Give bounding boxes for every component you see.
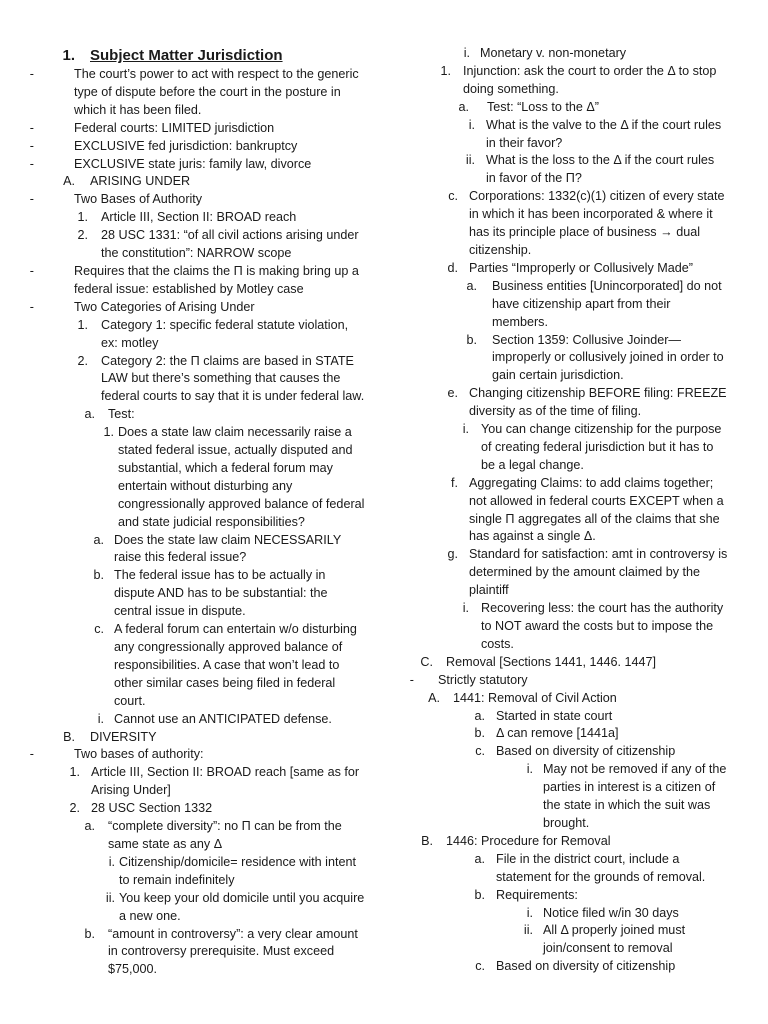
outline-text: gain certain jurisdiction.	[492, 368, 624, 383]
outline-line	[30, 173, 375, 191]
list-marker: i.	[526, 762, 533, 777]
list-marker: -	[409, 672, 414, 687]
outline-line	[30, 406, 375, 424]
outline-line	[30, 281, 375, 299]
outline-text: Standard for satisfaction: amt in controversy is	[469, 547, 728, 562]
outline-line	[410, 367, 758, 385]
list-marker: -	[29, 263, 34, 278]
outline-text: and state judicial responsibilities?	[118, 514, 305, 529]
outline-line	[410, 260, 758, 278]
outline-line	[410, 869, 758, 887]
outline-line	[410, 672, 758, 690]
list-marker: c.	[475, 959, 485, 974]
outline-line	[30, 961, 375, 979]
outline-text: Based on diversity of citizenship	[496, 959, 676, 974]
outline-text: to remain indefinitely	[119, 872, 235, 887]
outline-text: $75,000.	[108, 962, 158, 977]
outline-text: Parties “Improperly or Collusively Made”	[469, 260, 693, 275]
outline-line	[30, 729, 375, 747]
outline-text: Test: “Loss to the Δ”	[487, 99, 600, 114]
outline-text: 1441: Removal of Civil Action	[453, 690, 617, 705]
outline-line	[410, 797, 758, 815]
outline-text: ARISING UNDER	[90, 174, 191, 189]
outline-text: 1446: Procedure for Removal	[446, 833, 611, 848]
outline-text: LAW but there’s something that causes the	[101, 371, 341, 386]
outline-text: The court’s power to act with respect to the generic	[74, 67, 359, 81]
outline-line	[410, 63, 758, 81]
outline-text: Test:	[108, 407, 135, 422]
outline-text: single Π aggregates all of the claims that she	[469, 511, 720, 526]
list-marker: -	[29, 156, 34, 171]
outline-text: to NOT award the costs but to impose the	[481, 619, 714, 633]
outline-text: May not be removed if any of the	[543, 762, 727, 777]
list-marker: 2.	[69, 801, 80, 816]
page-title: Subject Matter Jurisdiction	[90, 47, 283, 64]
list-marker: i.	[108, 854, 115, 869]
list-marker: -	[29, 120, 34, 135]
outline-text: court.	[114, 693, 146, 708]
outline-line	[30, 926, 375, 944]
outline-text: What is the valve to the Δ if the court rules	[486, 117, 722, 132]
outline-line	[30, 818, 375, 836]
list-marker: 1.	[62, 47, 75, 64]
outline-text: in favor of the Π?	[486, 171, 582, 186]
list-marker: a.	[84, 407, 95, 422]
outline-line	[410, 582, 758, 600]
outline-line	[30, 120, 375, 138]
outline-line	[410, 958, 758, 976]
list-marker: ii.	[105, 890, 115, 905]
outline-text: Requirements:	[496, 887, 578, 902]
outline-line	[30, 943, 375, 961]
outline-line	[30, 764, 375, 782]
outline-line	[410, 421, 758, 439]
outline-text: brought.	[543, 815, 590, 830]
list-marker: a.	[84, 819, 95, 834]
outline-text: Article III, Section II: BROAD reach [same as for	[91, 765, 360, 780]
list-marker: b.	[474, 726, 485, 741]
outline-line	[30, 567, 375, 585]
outline-line	[30, 209, 375, 227]
outline-line	[410, 152, 758, 170]
outline-text: What is the loss to the Δ if the court rules	[486, 153, 715, 168]
outline-text: Recovering less: the court has the authority	[481, 601, 724, 616]
outline-line	[30, 370, 375, 388]
outline-text: Cannot use an ANTICIPATED defense.	[114, 711, 332, 726]
list-marker: 1.	[440, 63, 451, 78]
outline-line	[30, 854, 375, 872]
outline-text: Category 1: specific federal statute violation,	[101, 317, 349, 332]
outline-line	[30, 299, 375, 317]
list-marker: i.	[97, 711, 104, 726]
list-marker: g.	[447, 547, 458, 562]
outline-line	[410, 887, 758, 905]
section-title	[30, 46, 375, 66]
outline-line	[410, 45, 758, 63]
outline-text: DIVERSITY	[90, 729, 157, 744]
list-marker: A.	[428, 690, 440, 705]
outline-line	[410, 206, 758, 224]
outline-text: Article III, Section II: BROAD reach	[101, 210, 297, 225]
list-marker: ii.	[523, 923, 533, 938]
list-marker: b.	[93, 568, 104, 583]
list-marker: -	[29, 299, 34, 314]
list-marker: A.	[63, 174, 75, 189]
outline-line	[410, 385, 758, 403]
outline-line	[30, 263, 375, 281]
list-marker: i.	[526, 905, 533, 920]
outline-text: Federal courts: LIMITED jurisdiction	[74, 120, 275, 135]
outline-text: dispute AND has to be substantial: the	[114, 586, 328, 601]
outline-line	[30, 657, 375, 675]
list-marker: c.	[448, 189, 458, 204]
outline-line	[410, 332, 758, 350]
outline-text: costs.	[481, 636, 514, 651]
outline-line	[30, 532, 375, 550]
outline-line	[410, 922, 758, 940]
outline-text: same state as any Δ	[108, 836, 223, 851]
outline-line	[30, 138, 375, 156]
outline-text: members.	[492, 314, 548, 329]
list-marker: i.	[462, 422, 469, 437]
list-marker: i.	[462, 601, 469, 616]
outline-text: statement for the grounds of removal.	[496, 869, 706, 884]
list-marker: d.	[447, 260, 458, 275]
outline-text: Corporations: 1332(c)(1) citizen of every state	[469, 189, 725, 204]
outline-line	[30, 603, 375, 621]
outline-text: raise this federal issue?	[114, 550, 247, 565]
outline-text: stated federal issue, actually disputed and	[118, 443, 353, 458]
list-marker: ii.	[465, 153, 475, 168]
outline-line	[30, 890, 375, 908]
list-marker: b.	[466, 332, 477, 347]
list-marker: -	[29, 138, 34, 153]
list-marker: a.	[458, 99, 469, 114]
outline-line	[410, 600, 758, 618]
outline-text: be a legal change.	[481, 457, 584, 472]
outline-line	[30, 388, 375, 406]
outline-line	[30, 675, 375, 693]
outline-line	[30, 549, 375, 567]
outline-line	[30, 156, 375, 174]
outline-text: of creating federal jurisdiction but it has to	[481, 439, 714, 454]
list-marker: 1.	[77, 210, 88, 225]
outline-line	[410, 905, 758, 923]
outline-line	[410, 439, 758, 457]
outline-line	[30, 585, 375, 603]
outline-line	[410, 242, 758, 260]
list-marker: C.	[420, 654, 433, 669]
outline-text: You keep your old domicile until you acquire	[119, 890, 365, 905]
outline-line	[410, 690, 758, 708]
outline-text: Strictly statutory	[438, 672, 528, 687]
outline-text: 28 USC Section 1332	[91, 801, 213, 816]
outline-text: The federal issue has to be actually in	[114, 568, 326, 583]
list-marker: a.	[474, 708, 485, 723]
outline-text: have citizenship apart from their	[492, 296, 671, 311]
outline-line	[410, 99, 758, 117]
outline-text: doing something.	[463, 81, 559, 96]
outline-line	[30, 460, 375, 478]
outline-text: has its principle place of business → dual	[469, 225, 701, 240]
list-marker: -	[29, 67, 34, 81]
outline-line	[30, 442, 375, 460]
outline-line	[410, 725, 758, 743]
outline-line	[410, 278, 758, 296]
outline-line	[30, 424, 375, 442]
outline-line	[410, 528, 758, 546]
outline-text: Requires that the claims the Π is making bring up a	[74, 263, 359, 278]
outline-text: in which it has been incorporated & where it	[469, 207, 713, 222]
outline-line	[410, 349, 758, 367]
outline-text: Two bases of authority:	[74, 747, 204, 762]
outline-text: Δ can remove [1441a]	[496, 726, 619, 741]
outline-line	[410, 135, 758, 153]
outline-text: parties in interest is a citizen of	[543, 780, 716, 795]
list-marker: f.	[451, 475, 458, 490]
outline-line	[410, 188, 758, 206]
outline-column-left	[30, 46, 375, 979]
list-marker: -	[29, 747, 34, 762]
outline-text: ex: motley	[101, 335, 159, 350]
outline-text: central issue in dispute.	[114, 604, 246, 619]
outline-line	[30, 908, 375, 926]
outline-text: federal courts to say that it is under federal law.	[101, 389, 365, 404]
outline-line	[410, 940, 758, 958]
outline-line	[410, 618, 758, 636]
outline-text: Two Categories of Arising Under	[74, 299, 255, 314]
outline-line	[30, 496, 375, 514]
list-marker: 2.	[77, 228, 88, 243]
outline-text: plaintiff	[469, 583, 509, 598]
list-marker: B.	[421, 833, 433, 848]
outline-text: A federal forum can entertain w/o disturbing	[114, 622, 357, 637]
outline-line	[30, 711, 375, 729]
outline-text: Notice filed w/in 30 days	[543, 905, 679, 920]
outline-line	[30, 639, 375, 657]
outline-line	[30, 227, 375, 245]
outline-text: a new one.	[119, 908, 181, 923]
outline-text: File in the district court, include a	[496, 851, 680, 866]
outline-text: Category 2: the Π claims are based in STATE	[101, 353, 354, 368]
outline-line	[30, 800, 375, 818]
outline-text: join/consent to removal	[543, 941, 673, 956]
outline-text: Injunction: ask the court to order the Δ to stop	[463, 63, 717, 78]
outline-text: federal issue: established by Motley case	[74, 281, 304, 296]
outline-line	[30, 621, 375, 639]
outline-line	[410, 654, 758, 672]
outline-line	[30, 317, 375, 335]
list-marker: 1.	[103, 425, 114, 440]
outline-text: the state in which the suit was	[543, 798, 711, 813]
outline-text: Business entities [Unincorporated] do not	[492, 278, 722, 293]
outline-text: Two Bases of Authority	[74, 192, 203, 207]
list-marker: a.	[474, 851, 485, 866]
list-marker: i.	[463, 46, 470, 60]
outline-text: has against a single Δ.	[469, 529, 596, 544]
list-marker: 1.	[69, 765, 80, 780]
list-marker: a.	[93, 532, 104, 547]
list-marker: 1.	[77, 317, 88, 332]
outline-text: improperly or collusively joined in order to	[492, 350, 724, 365]
outline-text: in controversy prerequisite. Must exceed	[108, 944, 335, 959]
outline-text: Based on diversity of citizenship	[496, 744, 676, 759]
outline-line	[30, 335, 375, 353]
outline-text: substantial, which a federal forum may	[118, 460, 333, 475]
outline-line	[410, 851, 758, 869]
list-marker: b.	[474, 887, 485, 902]
outline-line	[410, 117, 758, 135]
outline-text: Monetary v. non-monetary	[480, 46, 627, 60]
outline-line	[30, 746, 375, 764]
outline-line	[410, 475, 758, 493]
list-marker: 2.	[77, 353, 88, 368]
outline-text: the constitution”: NARROW scope	[101, 246, 292, 261]
outline-text: Aggregating Claims: to add claims together;	[469, 475, 714, 490]
outline-text: diversity as of the time of filing.	[469, 404, 642, 419]
outline-line	[30, 84, 375, 102]
outline-line	[30, 782, 375, 800]
outline-line	[410, 761, 758, 779]
outline-line	[410, 636, 758, 654]
outline-column-right	[410, 45, 758, 976]
outline-text: citizenship.	[469, 242, 532, 257]
list-marker: e.	[447, 386, 458, 401]
outline-text: All Δ properly joined must	[543, 923, 686, 938]
outline-text: Does the state law claim NECESSARILY	[114, 532, 342, 547]
outline-line	[30, 478, 375, 496]
outline-line	[410, 564, 758, 582]
outline-text: “complete diversity”: no Π can be from the	[108, 819, 342, 834]
outline-text: responsibilities. A case that won’t lead to	[114, 657, 340, 672]
outline-text: Changing citizenship BEFORE filing: FREEZE	[469, 386, 727, 401]
outline-line	[30, 353, 375, 371]
outline-text: Arising Under]	[91, 783, 171, 798]
outline-text: any congressionally approved balance of	[114, 640, 343, 654]
outline-line	[410, 815, 758, 833]
outline-text: entertain without disturbing any	[118, 478, 293, 493]
outline-line	[410, 81, 758, 99]
outline-text: type of dispute before the court in the posture in	[74, 84, 341, 99]
outline-line	[30, 191, 375, 209]
outline-text: Started in state court	[496, 708, 613, 723]
list-marker: c.	[475, 744, 485, 759]
outline-text: Does a state law claim necessarily raise a	[118, 425, 352, 440]
outline-text: Removal [Sections 1441, 1446. 1447]	[446, 654, 657, 669]
outline-line	[410, 546, 758, 564]
outline-text: Citizenship/domicile= residence with intent	[119, 854, 356, 869]
outline-text: EXCLUSIVE state juris: family law, divorce	[74, 156, 312, 171]
list-marker: b.	[84, 926, 95, 941]
outline-line	[30, 693, 375, 711]
outline-line	[410, 224, 758, 242]
list-marker: i.	[468, 117, 475, 132]
outline-line	[30, 245, 375, 263]
outline-line	[30, 836, 375, 854]
outline-text: 28 USC 1331: “of all civil actions arising under	[101, 228, 359, 243]
list-marker: a.	[466, 278, 477, 293]
outline-line	[410, 457, 758, 475]
list-marker: -	[29, 192, 34, 207]
outline-line	[410, 708, 758, 726]
outline-line	[30, 102, 375, 120]
outline-line	[30, 514, 375, 532]
outline-line	[410, 743, 758, 761]
outline-text: “amount in controversy”: a very clear amount	[108, 926, 358, 941]
outline-line	[410, 403, 758, 421]
outline-text: other similar cases being filed in federal	[114, 675, 336, 690]
outline-text: not allowed in federal courts EXCEPT when a	[469, 493, 724, 508]
outline-text: You can change citizenship for the purpose	[481, 422, 722, 437]
outline-text: which it has been filed.	[74, 102, 202, 117]
outline-line	[410, 170, 758, 188]
outline-line	[410, 511, 758, 529]
outline-line	[410, 314, 758, 332]
outline-line	[410, 296, 758, 314]
outline-line	[410, 493, 758, 511]
outline-line	[410, 833, 758, 851]
list-marker: B.	[63, 729, 75, 744]
outline-text: determined by the amount claimed by the	[469, 565, 701, 580]
outline-line	[30, 66, 375, 84]
list-marker: c.	[94, 622, 104, 637]
outline-text: EXCLUSIVE fed jurisdiction: bankruptcy	[74, 138, 298, 153]
outline-text: in their favor?	[486, 135, 563, 150]
outline-line	[410, 779, 758, 797]
outline-line	[30, 872, 375, 890]
outline-text: Section 1359: Collusive Joinder—	[492, 332, 682, 347]
outline-text: congressionally approved balance of federal	[118, 496, 365, 511]
